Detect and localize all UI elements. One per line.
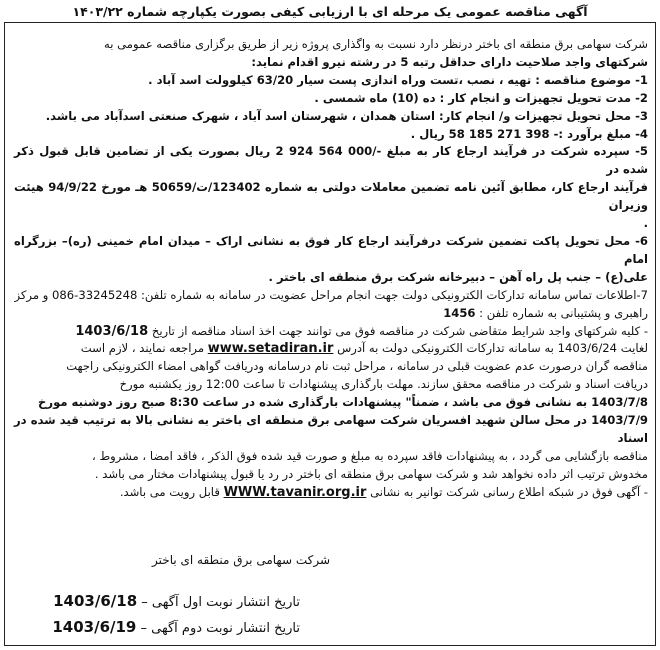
- publication-1: [53, 592, 300, 610]
- para-a-line-8: مخدوش ترتیب اثر داده نخواهد شد و شرکت سهامی برق منطقه ای باختر در رد یا قبول پیشنهادات مختار می باشد .: [94, 466, 648, 481]
- para-b-end: قابل رویت می باشد.: [119, 484, 220, 499]
- item-5-line-3: .: [643, 216, 648, 231]
- item-7-line-2: [14, 305, 648, 323]
- para-a-line-2-start: لغایت 1403/6/24 به سامانه تدارکات الکترونیکی دولت به آدرس: [337, 341, 648, 356]
- publication-1-date: 1403/6/18: [53, 592, 138, 610]
- item-5-line-2: فرآیند ارجاع کار، مطابق آئین نامه تضمین معاملات دولتی به شماره 123402/ت/50659 هـ مورخ 94/9/22 هیئت وزیران: [14, 180, 648, 213]
- para-a-line-4: دریافت اسناد و شرکت در مناقصه محقق سازند. مهلت بارگذاری پیشنهادات تا ساعت 12:00 روز یکشنبه مورخ: [119, 377, 648, 392]
- para-b-start: - آگهی فوق در شبکه اطلاع رسانی شرکت توانیر به نشانی: [370, 484, 648, 499]
- item-2-duration: 2- مدت تحویل تجهیزات و انجام کار : ده (10) ماه شمسی .: [314, 90, 648, 105]
- item-6-line-2: علی(ع) – جنب پل راه آهن – دبیرخانه شرکت برق منطقه ای باختر .: [268, 269, 648, 284]
- item-4-estimate: [14, 126, 648, 144]
- para-a-line-2: [14, 340, 648, 358]
- publication-1-label: تاریخ انتشار نوبت اول آگهی –: [141, 595, 300, 610]
- item-7-line-1: 7-اطلاعات تماس سامانه تدارکات الکترونیکی دولت جهت انجام مراحل عضویت در سامانه به شماره تلفن: 33245248-086 و مرکز: [14, 287, 648, 302]
- item-7-support-label: راهبری و پشتیبانی به شماره تلفن :: [479, 305, 648, 320]
- para-a-line-1: [14, 323, 648, 341]
- intro-line-2: شرکتهای واجد صلاحیت دارای حداقل رتبه 5 در رشته نیرو اقدام نماید:: [251, 54, 648, 69]
- item-7-support-number: 1456: [443, 305, 476, 320]
- para-a-line-7: مناقصه بازگشایی می گردد ، به پیشنهادات فاقد سپرده به مبلغ و صورت قید شده فوق الذکر ، فاقد امضا ، مشروط ،: [92, 448, 648, 463]
- intro-line-1: شرکت سهامی برق منطقه ای باختر درنظر دارد نسبت به واگذاری پروژه زیر از طریق برگزاری مناقصه عمومی به: [104, 37, 648, 51]
- item-5-line-1: 5- سپرده شرکت در فرآیند ارجاع کار به مبلغ -/000 564 924 2 ریال بصورت یکی از تضامین قابل قبول ذکر شده در: [14, 144, 648, 177]
- publication-2-date: 1403/6/19: [52, 618, 137, 636]
- item-6-line-1: 6- محل تحویل پاکت تضمین شرکت درفرآیند ارجاع کار فوق به نشانی اراک – میدان امام خمینی (ره)– بزرگراه امام: [14, 233, 648, 266]
- item-4-amount: 398 271 185 58 ریال .: [410, 126, 550, 141]
- notice-title: آگهی مناقصه عمومی یک مرحله ای با ارزیابی کیفی بصورت یکپارچه شماره ۱۴۰۳/۲۲: [72, 4, 588, 19]
- item-3-location: 3- محل تحویل تجهیزات و/ انجام کار: استان همدان ، شهرستان اسد آباد ، شهرک صنعتی اسدآباد می باشد.: [45, 108, 648, 123]
- para-a-line-3: مناقصه گران درصورت عدم عضویت قبلی در سامانه ، مراحل ثبت نام درسامانه ودریافت گواهی امضاء الکترونیکی راجهت: [66, 359, 648, 374]
- para-b: [14, 484, 648, 502]
- company-signature: شرکت سهامی برق منطقه ای باختر: [152, 553, 330, 567]
- docs-start-date: 1403/6/18: [75, 323, 149, 339]
- tavanir-link[interactable]: WWW.tavanir.org.ir: [223, 484, 367, 500]
- publication-2-label: تاریخ انتشار نوبت دوم آگهی –: [140, 621, 300, 636]
- para-a-line-1-text: - کلیه شرکتهای واجد شرایط متقاضی شرکت در مناقصه فوق می توانند جهت اخذ اسناد مناقصه از تاریخ: [151, 323, 648, 338]
- setadiran-link[interactable]: www.setadiran.ir: [207, 341, 334, 357]
- para-a-line-2-end: مراجعه نمایند ، لازم است: [80, 341, 205, 356]
- item-1-subject: 1- موضوع مناقصه : تهیه ، نصب ،تست وراه اندازی پست سیار 63/20 کیلوولت اسد آباد .: [148, 72, 648, 87]
- para-a-line-6: 1403/7/9 در محل سالن شهید افسریان شرکت سهامی برق منطقه ای باختر به نشانی بالا به ترتیب قید شده در اسناد: [14, 413, 648, 445]
- notice-body: [14, 36, 648, 502]
- item-4-label: 4- مبلغ برآورد :-: [553, 126, 648, 141]
- publication-2: [52, 618, 300, 636]
- para-a-line-5: 1403/7/8 به نشانی فوق می باشد ، ضمناً" پیشنهادات بارگذاری شده در ساعت 8:30 صبح روز دوشنبه مورخ: [38, 395, 648, 410]
